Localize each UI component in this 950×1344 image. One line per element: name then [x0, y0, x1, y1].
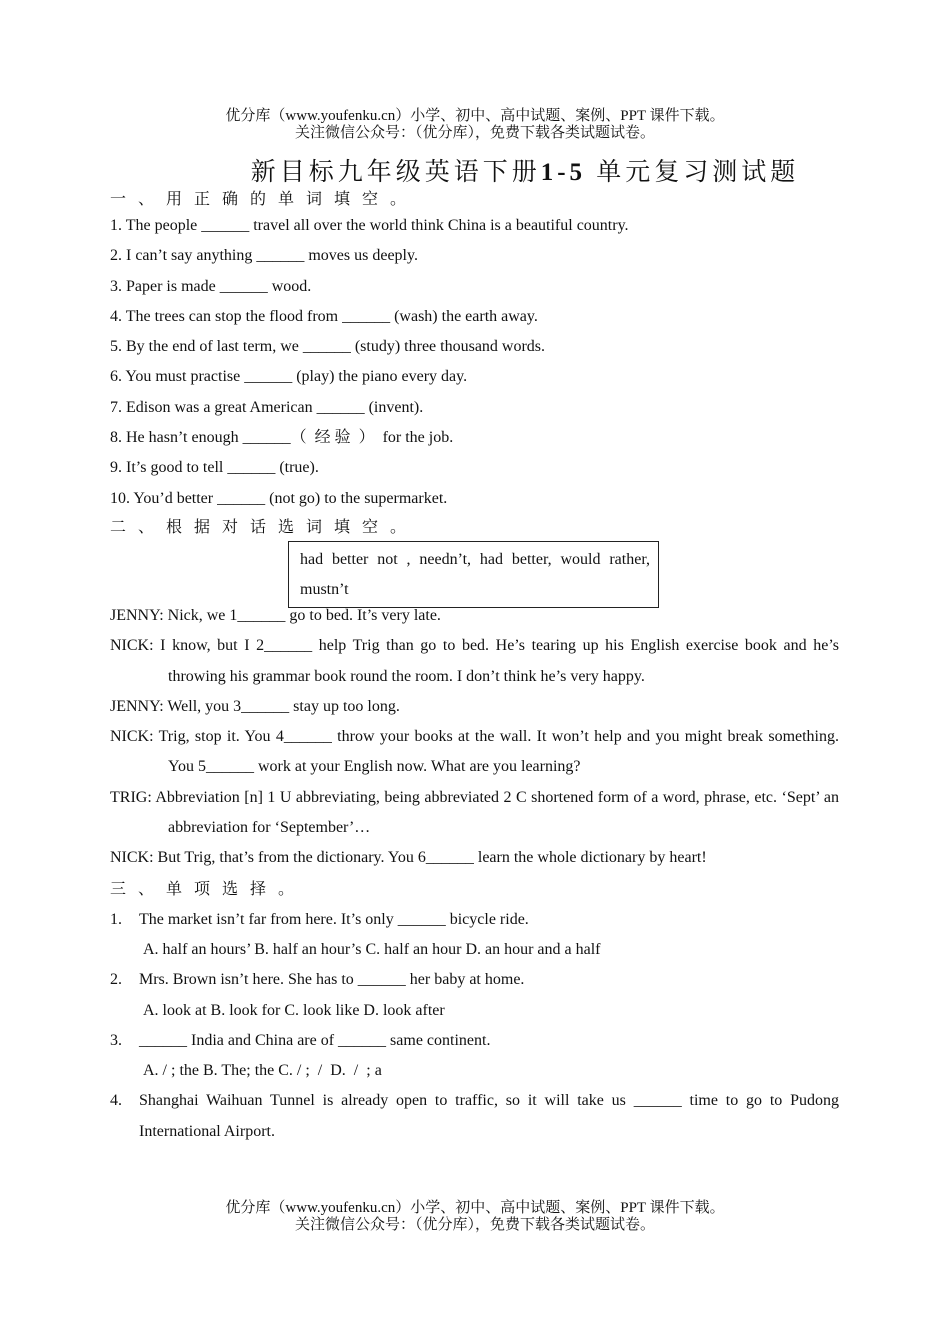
- footer-line-1: 优分库（www.youfenku.cn）小学、初中、高中试题、案例、PPT 课件下载。: [225, 1200, 725, 1216]
- mc-question: [110, 965, 839, 995]
- exam-content: [110, 189, 839, 1147]
- word-box: had better not , needn’t, had better, would rather, mustn’t: [288, 541, 659, 608]
- mc-question: [110, 1026, 839, 1056]
- fill-item: 6. You must practise ______ (play) the piano every day.: [110, 368, 468, 386]
- section-3-questions: [110, 905, 839, 1147]
- question-options: A. look at B. look for C. look like D. look after: [143, 1001, 445, 1019]
- dialogue-line: JENNY: Nick, we 1______ go to bed. It’s very late.: [110, 606, 441, 624]
- page-title: [0, 152, 950, 188]
- dialogue-line: NICK: But Trig, that’s from the dictionary. You 6______ learn the whole dictionary by heart!: [110, 849, 707, 867]
- dialogue-line: TRIG: Abbreviation [n] 1 U abbreviating, being abbreviated 2 C shortened form of a word, phrase, etc. ‘Sept’ an abbreviation for ‘September’…: [110, 788, 839, 837]
- header-banner: [0, 108, 950, 142]
- mc-question: [110, 905, 839, 935]
- question-options: A. half an hours’ B. half an hour’s C. half an hour D. an hour and a half: [143, 940, 601, 958]
- fill-item: 4. The trees can stop the flood from ______ (wash) the earth away.: [110, 307, 538, 325]
- dialogue: [110, 601, 839, 874]
- question-number: 1.: [110, 910, 122, 928]
- fill-item: 1. The people ______ travel all over the world think China is a beautiful country.: [110, 217, 629, 234]
- section-1-heading: 一、用正确的单词填空。: [110, 191, 419, 208]
- fill-item: 7. Edison was a great American ______ (invent).: [110, 398, 424, 416]
- title-range: 1-5: [540, 159, 587, 186]
- fill-item: 9. It’s good to tell ______ (true).: [110, 459, 319, 477]
- fill-item: 10. You’d better ______ (not go) to the supermarket.: [110, 489, 448, 507]
- dialogue-line: NICK: I know, but I 2______ help Trig than go to bed. He’s tearing up his English exercise book and he’s throwing his grammar book round the room. I don’t think he’s very happy.: [110, 637, 839, 685]
- question-text: The market isn’t far from here. It’s only ______ bicycle ride.: [139, 910, 529, 928]
- question-text: Mrs. Brown isn’t here. She has to ______ her baby at home.: [139, 971, 525, 989]
- mc-question: [110, 1086, 839, 1147]
- fill-item: 2. I can’t say anything ______ moves us deeply.: [110, 247, 418, 265]
- footer-banner: [0, 1200, 950, 1234]
- question-options: A. / ; the B. The; the C. / ; / D. / ; a: [143, 1062, 382, 1080]
- section-2-heading: 二、根据对话选词填空。: [110, 518, 419, 536]
- question-number: 2.: [110, 971, 122, 989]
- question-text: Shanghai Waihuan Tunnel is already open to traffic, so it will take us ______ time to go to Pudong International Airport.: [139, 1092, 839, 1140]
- footer-line-2: 关注微信公众号：（优分库），免费下载各类试题试卷。: [294, 1217, 655, 1233]
- fill-item: 5. By the end of last term, we ______ (study) three thousand words.: [110, 338, 546, 356]
- question-number: 3.: [110, 1031, 122, 1049]
- fill-item: 3. Paper is made ______ wood.: [110, 277, 312, 295]
- title-suffix: 单元复习测试题: [596, 159, 800, 186]
- question-text: ______ India and China are of ______ same continent.: [139, 1031, 491, 1049]
- fill-item: 8. He hasn’t enough ______（ 经 验 ） for the job.: [110, 429, 454, 447]
- question-number: 4.: [110, 1092, 122, 1110]
- header-line-2: 关注微信公众号：（优分库），免费下载各类试题试卷。: [294, 125, 655, 141]
- dialogue-line: JENNY: Well, you 3______ stay up too long.: [110, 697, 400, 715]
- dialogue-line: NICK: Trig, stop it. You 4______ throw your books at the wall. It won’t help and you might break something. You 5______ work at your English now. What are you learning?: [110, 728, 839, 776]
- section-3-heading: 三、单项选择。: [110, 880, 307, 898]
- word-box-wrapper: [110, 539, 839, 616]
- header-line-1: 优分库（www.youfenku.cn）小学、初中、高中试题、案例、PPT 课件下载。: [225, 108, 725, 124]
- section-1-items: [110, 211, 839, 514]
- title-prefix: 新目标九年级英语下册: [250, 159, 541, 186]
